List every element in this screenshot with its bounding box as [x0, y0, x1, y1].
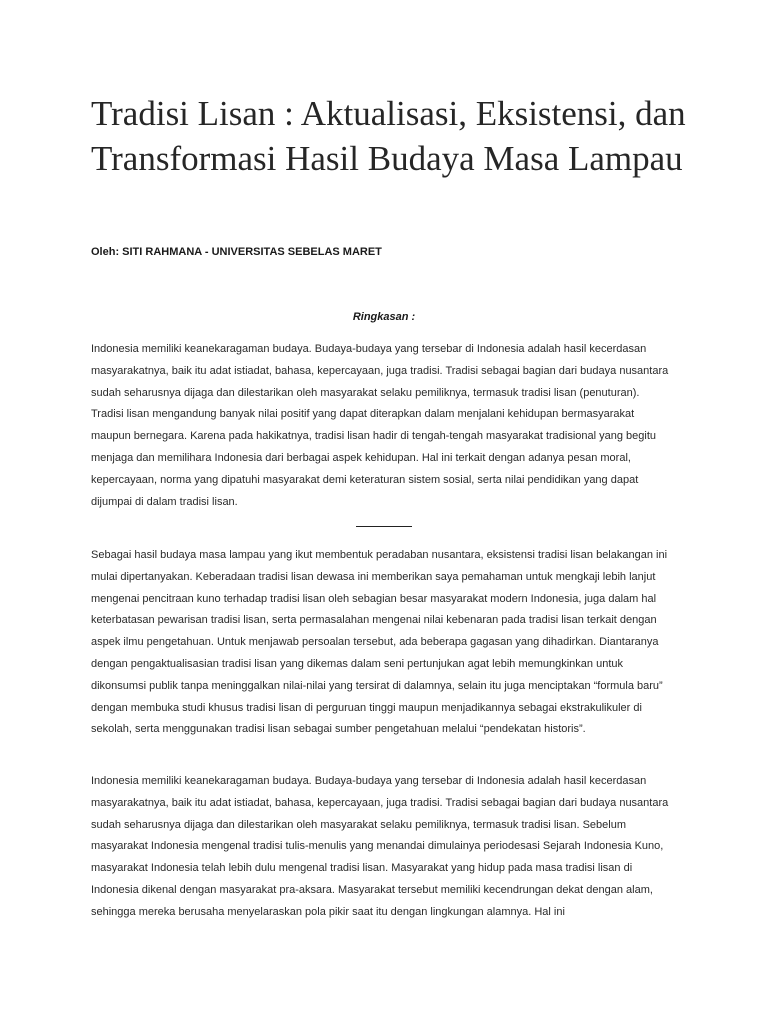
- summary-heading: Ringkasan :: [352, 311, 416, 323]
- body-paragraph-1: Sebagai hasil budaya masa lampau yang ikut membentuk peradaban nusantara, eksistensi tradisi lisan belakangan ini mulai dipertanyakan. Keberadaan tradisi lisan dewasa ini memberikan saya pemahaman untuk mengkaji lebih lanjut mengenai pencitraan kuno terhadap tradisi lisan oleh sebagian besar masyarakat modern Indonesia, juga dalam hal keterbatasan pewarisan tradisi lisan, serta permasalahan mengenai nilai kebenaran pada tradisi lisan terkait dengan aspek ilmu pengetahuan. Untuk menjawab persoalan tersebut, ada beberapa gagasan yang dihadirkan. Diantaranya dengan pengaktualisasian tradisi lisan yang dikemas dalam seni pertunjukan agat lebih memungkinkan untuk dikonsumsi publik tanpa meninggalkan nilai-nilai yang tersirat di dalamnya, selain itu juga menciptakan “formula baru” dengan membuka studi khusus tradisi lisan di perguruan tinggi maupun menjadikannya sebagai ekstrakulikuler di sekolah, serta menggunakan tradisi lisan sebagai sumber pengetahuan melalui “pendekatan historis”.: [91, 549, 668, 736]
- body-paragraph-2: Indonesia memiliki keanekaragaman budaya. Budaya-budaya yang tersebar di Indonesia adalah hasil kecerdasan masyarakatnya, baik itu adat istiadat, bahasa, kepercayaan, juga tradisi. Tradisi sebagai bagian dari budaya nusantara sudah seharusnya dijaga dan dilestarikan oleh masyarakat selaku pemiliknya, termasuk tradisi lisan. Sebelum masyarakat Indonesia mengenal tradisi tulis-menulis yang menandai dimulainya periodesasi Sejarah Indonesia Kuno, masyarakat Indonesia telah lebih dulu mengenal tradisi lisan. Masyarakat yang hidup pada masa tradisi lisan di Indonesia dikenal dengan masyarakat pra-aksara. Masyarakat tersebut memiliki kecendrungan dekat dengan alam, sehingga mereka berusaha menyelaraskan pola pikir saat itu dengan lingkungan alamnya. Hal ini: [91, 775, 669, 918]
- document-title: Tradisi Lisan : Aktualisasi, Eksistensi, dan Transformasi Hasil Budaya Masa Lampau: [91, 94, 686, 178]
- section-divider: [356, 526, 412, 527]
- author-byline: Oleh: SITI RAHMANA - UNIVERSITAS SEBELAS MARET: [91, 246, 382, 258]
- summary-paragraph: Indonesia memiliki keanekaragaman budaya. Budaya-budaya yang tersebar di Indonesia adalah hasil kecerdasan masyarakatnya, baik itu adat istiadat, bahasa, kepercayaan, juga tradisi. Tradisi sebagai bagian dari budaya nusantara sudah seharusnya dijaga dan dilestarikan oleh masyarakat selaku pemiliknya, termasuk tradisi lisan (penuturan). Tradisi lisan mengandung banyak nilai positif yang dapat diterapkan dalam menjalani kehidupan bermasyarakat maupun bernegara. Karena pada hakikatnya, tradisi lisan hadir di tengah-tengah masyarakat tradisional yang begitu menjaga dan memilihara Indonesia dari berbagai aspek kehidupan. Hal ini terkait dengan adanya pesan moral, kepercayaan, norma yang dipatuhi masyarakat demi keteraturan sistem sosial, serta nilai pendidikan yang dapat dijumpai di dalam tradisi lisan.: [91, 343, 669, 508]
